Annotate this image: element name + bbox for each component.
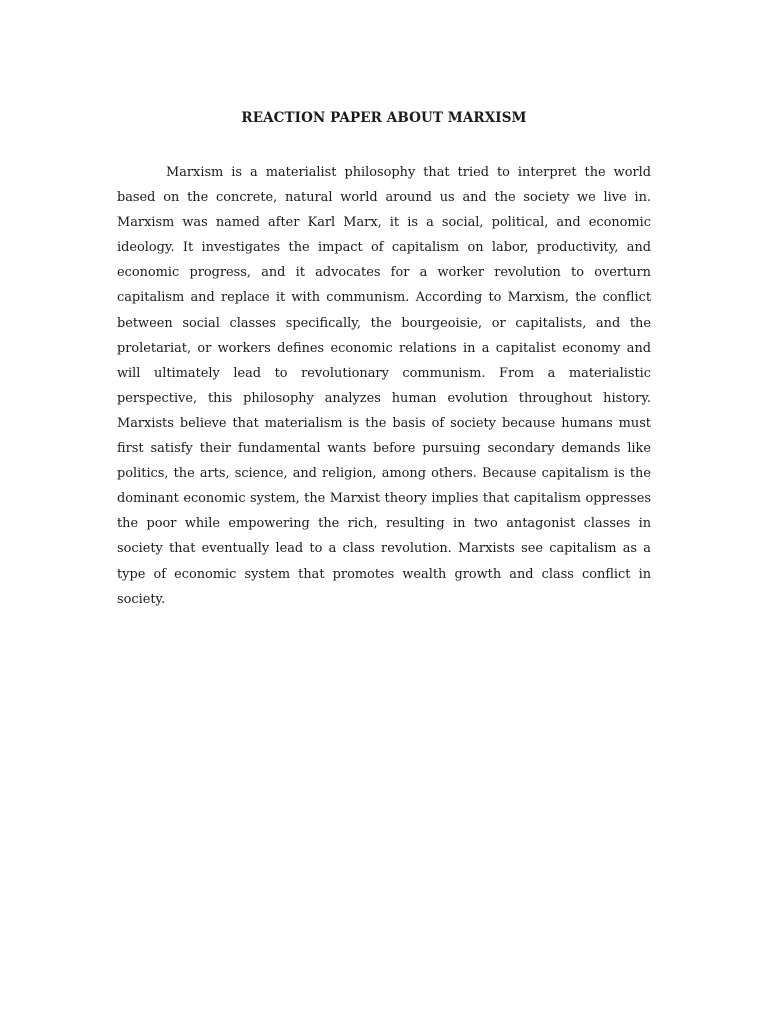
body-paragraph: Marxism is a materialist philosophy that tried to interpret the world based on the concrete, natural world around us and the society we live in. Marxism was named after Karl Marx, it is a social, political, and economic ideology. It investigates the impact of capitalism on labor, productivity, and economic progress, and it advocates for a worker revolution to overturn capitalism and replace it with communism. According to Marxism, the conflict between social classes specifically, the bourgeoisie, or capitalists, and the proletariat, or workers defines economic relations in a capitalist economy and will ultimately lead to revolutionary communism. From a materialistic perspective, this philosophy analyzes human evolution throughout history. Marxists believe that materialism is the basis of society because humans must first satisfy their fundamental wants before pursuing secondary demands like politics, the arts, science, and religion, among others. Because capitalism is the dominant economic system, the Marxist theory implies that capitalism oppresses the poor while empowering the rich, resulting in two antagonist classes in society that eventually lead to a class revolution. Marxists see capitalism as a type of economic system that promotes wealth growth and class conflict in society. [117, 165, 651, 607]
document-title: REACTION PAPER ABOUT MARXISM [241, 110, 527, 126]
